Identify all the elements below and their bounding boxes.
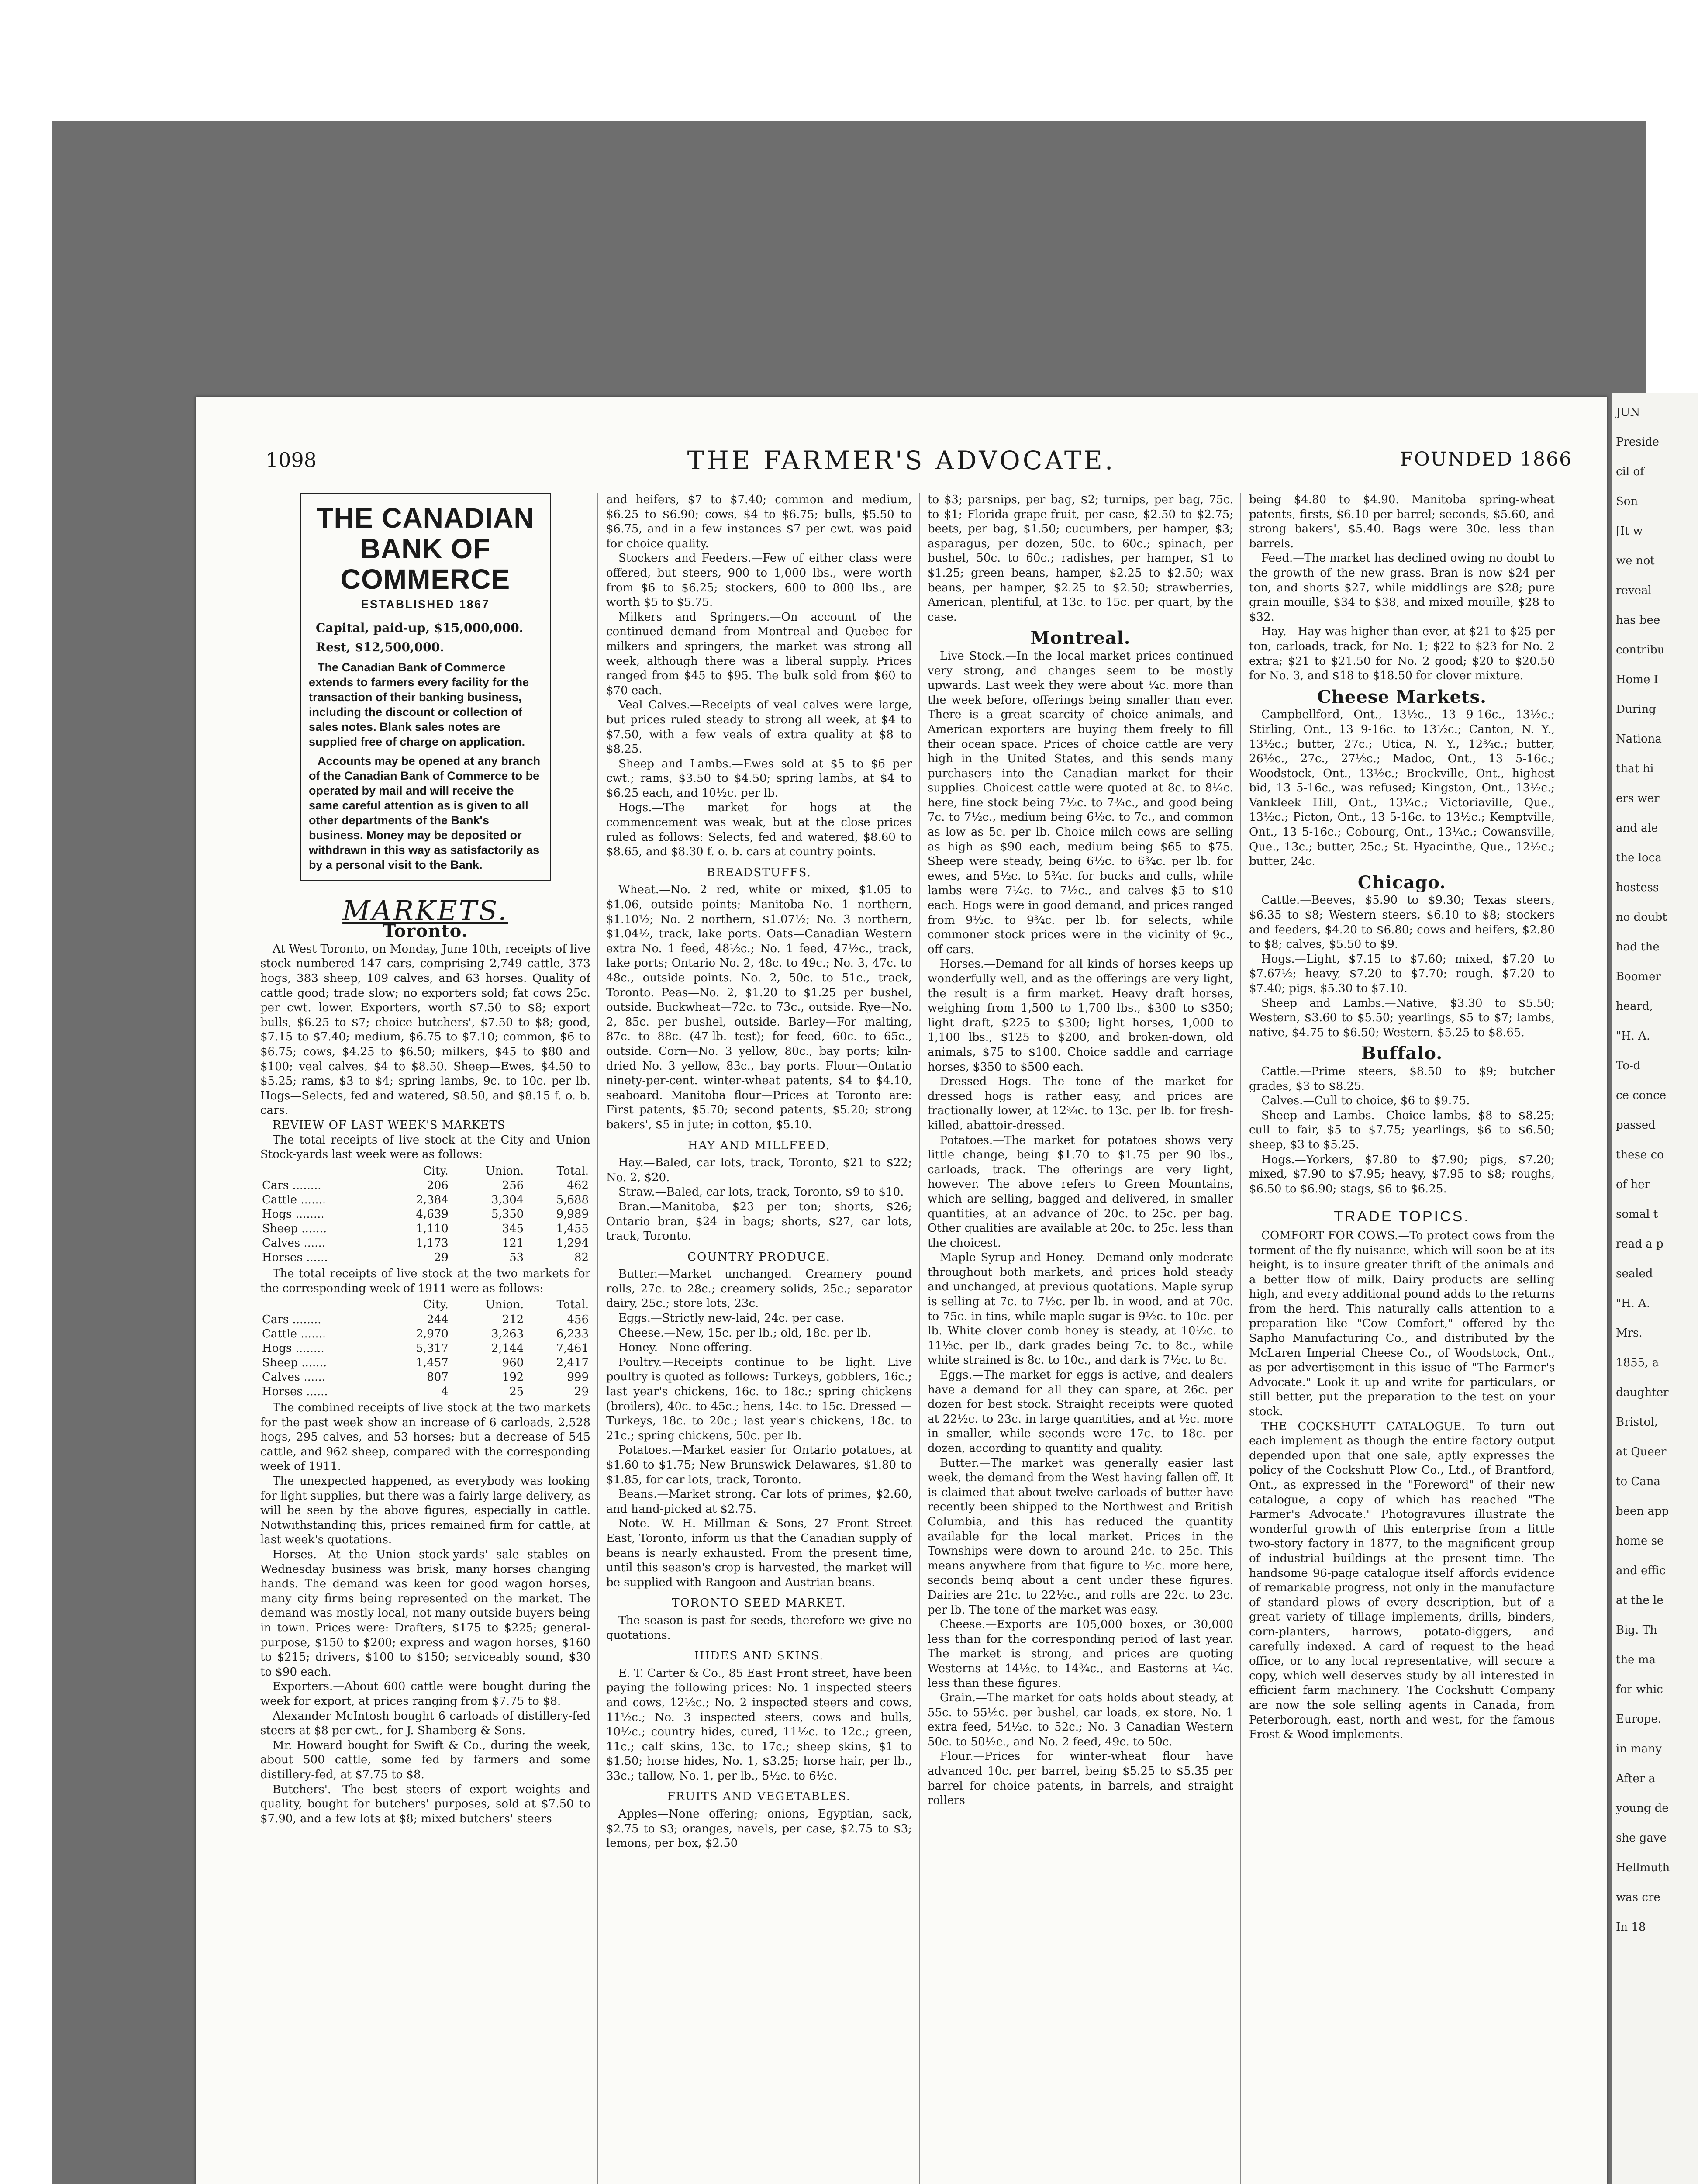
- table-cell: 345: [502, 1222, 524, 1236]
- table-cell: 9,989: [556, 1208, 589, 1221]
- table-header-cell: [260, 1298, 385, 1313]
- adjacent-page-line: at the le: [1616, 1594, 1663, 1607]
- table-row: [260, 1222, 590, 1236]
- article-paragraph: Hogs.—Light, $7.15 to $7.60; mixed, $7.20 to $7.67½; heavy, $7.20 to $7.70; rough, $7.20 to $7.40; pigs, $5.30 to $7.10.: [1249, 952, 1555, 995]
- adjacent-page-line: To-d: [1616, 1059, 1641, 1072]
- article-paragraph: Wheat.—No. 2 red, white or mixed, $1.05 to $1.06, outside points; Manitoba No. 1 northern, $1.10½; No. 2 northern, $1.07½; No. 3 northern, $1.04½, track, lake ports. Oats—Canadian Western extra No. 1 feed, 48½c.; No. 1 feed, 47½c., track, lake ports; Ontario No. 2, 48c. to 49c.; No. 3, 47c. to 48c., outside points. No. 2, 50c. to 51c., track, Toronto. Peas—No. 2, $1.20 to $1.25 per bushel, outside. Buckwheat—72c. to 73c., outside. Rye—No. 2, 85c. per bushel, outside. Barley—For malting, 87c. to 88c. (47-lb. test); for feed, 60c. to 65c., outside. Corn—No. 3 yellow, 80c., bay ports; kiln-dried No. 3 yellow, 83c., bay ports. Flour—Ontario ninety-per-cent. winter-wheat patents, $4 to $4.10, seaboard. Manitoba flour—Prices at Toronto are: First patents, $5.70; second patents, $5.20; strong bakers', $5 in jute; in cotton, $5.10.: [606, 883, 912, 1131]
- table-cell: Hogs ........: [262, 1208, 324, 1221]
- article-paragraph: Sheep and Lambs.—Native, $3.30 to $5.50; Western, $3.60 to $5.50; yearlings, $5 to $7; lambs, native, $4.75 to $6.50; Western, $5.25 to $8.65.: [1249, 996, 1555, 1039]
- adjacent-page-line: After a: [1616, 1772, 1655, 1785]
- adjacent-page-line: and effic: [1616, 1564, 1666, 1577]
- adjacent-page-line: she gave: [1616, 1832, 1667, 1845]
- adjacent-page-line: "H. A.: [1616, 1030, 1650, 1043]
- adjacent-page-line: read a p: [1616, 1237, 1663, 1251]
- adjacent-page-line: heard,: [1616, 1000, 1653, 1013]
- subheading-hides: HIDES AND SKINS.: [694, 1649, 824, 1663]
- table-row: [260, 1193, 590, 1207]
- bank-paragraph: Accounts may be opened at any branch of the Canadian Bank of Commerce to be operated by mail and will receive the same careful attention as is given to all other departments of the Bank's business. Money may be deposited or withdrawn in this way as satisfactorily as by a personal visit to the Bank.: [309, 754, 541, 871]
- article-paragraph: Cattle.—Beeves, $5.90 to $9.30; Texas steers, $6.35 to $8; Western steers, $6.10 to $8; stockers and feeders, $4.20 to $6.80; cows and heifers, $2.80 to $8; calves, $5.50 to $9.: [1249, 894, 1555, 951]
- article-paragraph: Exporters.—About 600 cattle were bought during the week for export, at prices ranging from $7.75 to $8.: [260, 1680, 590, 1708]
- article-paragraph: The total receipts of live stock at the two markets for the corresponding week of 1911 were as follows:: [260, 1267, 590, 1295]
- article-paragraph: Dressed Hogs.—The tone of the market for dressed hogs is rather easy, and prices are fractionally lower, at 12¾c. to 13c. per lb. for fresh-killed, abattoir-dressed.: [928, 1075, 1233, 1132]
- table-row: [260, 1251, 590, 1265]
- table-cell: 2,417: [556, 1356, 589, 1370]
- table-cell: 960: [502, 1356, 524, 1370]
- article-paragraph: Note.—W. H. Millman & Sons, 27 Front Street East, Toronto, inform us that the Canadian supply of beans is nearly exhausted. From the present time, until this season's crop is harvested, the market will be supplied with Rangoon and Austrian beans.: [606, 1517, 912, 1589]
- table-cell: Hogs ........: [262, 1342, 324, 1355]
- article-paragraph: Potatoes.—Market easier for Ontario potatoes, at $1.60 to $1.75; New Brunswick Delawares, $1.80 to $1.85, for car lots, track, Toronto.: [606, 1444, 912, 1486]
- receipts-table-1911: [260, 1298, 590, 1399]
- article-paragraph: Butchers'.—The best steers of export weights and quality, bought for butchers' purposes, sold at $7.50 to $7.90, and a few lots at $8; mixed butchers' steers: [260, 1783, 590, 1825]
- article-paragraph: Flour.—Prices for winter-wheat flour have advanced 10c. per barrel, being $5.25 to $5.35 per barrel for choice patents, in barrels, and straight rollers: [928, 1750, 1233, 1807]
- article-paragraph: Butter.—Market unchanged. Creamery pound rolls, 27c. to 28c.; creamery solids, 25c.; separator dairy, 25c.; store lots, 23c.: [606, 1268, 912, 1310]
- adjacent-page-line: home se: [1616, 1534, 1664, 1548]
- adjacent-page-line: of her: [1616, 1178, 1650, 1191]
- article-paragraph: Milkers and Springers.—On account of the continued demand from Montreal and Quebec for milkers and springers, the market was strong all week, although there was a liberal supply. Prices ranged from $45 to $95. The bulk sold from $60 to $70 each.: [606, 610, 912, 697]
- adjacent-page-line: reveal: [1616, 584, 1652, 597]
- article-paragraph: Poultry.—Receipts continue to be light. Live poultry is quoted as follows: Turkeys, gobblers, 16c.; last year's chickens, 16c. to 18c.; spring chickens (broilers), 40c. to 45c.; hens, 14c. to 15c. Dressed —Turkeys, 18c. to 20c.; last year's chickens, 18c. to 21c.; spring chickens, 50c. per lb.: [606, 1355, 912, 1442]
- table-cell: 1,110: [416, 1222, 449, 1236]
- table-header-cell: City.: [423, 1298, 449, 1312]
- table-cell: 7,461: [556, 1342, 589, 1355]
- adjacent-page-line: Bristol,: [1616, 1416, 1658, 1429]
- table-cell: 206: [427, 1179, 449, 1192]
- table-header-cell: City.: [423, 1164, 449, 1178]
- table-header-cell: Total.: [556, 1164, 589, 1178]
- adjacent-page-line: to Cana: [1616, 1475, 1661, 1488]
- adjacent-page-line: sealed: [1616, 1267, 1653, 1280]
- article-paragraph: Beans.—Market strong. Car lots of primes, $2.60, and hand-picked at $2.75.: [606, 1488, 912, 1516]
- column-2: [606, 493, 912, 2184]
- article-paragraph: Live Stock.—In the local market prices continued very strong, and changes seem to be mostly upwards. Last week they were about ¼c. more than the week before, offerings being smaller than ever. There is a great scarcity of choice animals, and American exporters are buying them freely to fill their ocean space. Prices of choice cattle are very high in the United States, and this sends many purchasers into the Canadian market for their supplies. Choicest cattle were quoted at 8c. to 8¼c. here, fine stock being 7½c. to 7¾c., and good being 7c. to 7½c., medium being 6½c. to 7c., and common as low as 5c. per lb. Choice milch cows are selling as high as $90 each, medium being $65 to $75. Sheep were steady, being 6½c. to 6¾c. per lb. for ewes, and 5½c. to 5¾c. for bucks and culls, while lambs were 7¼c. to 7½c., and calves $5 to $10 each. Hogs were in good demand, and prices ranged from 9½c. to 9¾c. per lb. for selects, while commoner stock prices were in the vicinity of 9c., off cars.: [928, 649, 1233, 956]
- column-rule: [919, 493, 920, 2184]
- bank-name: THE CANADIAN BANK OF COMMERCE: [316, 502, 535, 595]
- article-paragraph: Eggs.—The market for eggs is active, and dealers have a demand for all they can spare, at 26c. per dozen for best stock. Straight receipts were quoted at 22½c. to 23c. in large quantities, and at ½c. more in smaller, while seconds were 17c. to 18c. per dozen, according to quantity and quality.: [928, 1368, 1233, 1455]
- article-paragraph: Eggs.—Strictly new-laid, 24c. per case.: [618, 1312, 845, 1325]
- article-paragraph: Apples—None offering; onions, Egyptian, sack, $2.75 to $3; oranges, navels, per case, $2.75 to $3; lemons, per box, $2.50: [606, 1807, 912, 1850]
- adjacent-page-line: Boomer: [1616, 970, 1661, 983]
- article-paragraph: Campbellford, Ont., 13½c., 13 9-16c., 13½c.; Stirling, Ont., 13 9-16c. to 13½c.; Canton, N. Y., 13½c.; butter, 27c.; Utica, N. Y., 12¾c.; butter, 26½c., 27c., 27½c.; Madoc, Ont., 13 5-16c.; Woodstock, Ont., 13½c.; Brockville, Ont., highest bid, 13 5-16c., was refused; Kingston, Ont., 13½c.; Vankleek Hill, Ont., 13¼c.; Victoriaville, Que., 13½c.; Picton, Ont., 13 5-16c. to 13½c.; Kemptville, Ont., 13 5-16c.; Cobourg, Ont., 13¼c.; Cowansville, Que., 13c.; butter, 25c.; St. Hyacinthe, Que., 12½c.; butter, 24c.: [1249, 708, 1555, 868]
- table-row: [260, 1207, 590, 1222]
- table-cell: 807: [427, 1371, 449, 1384]
- article-paragraph: Horses.—At the Union stock-yards' sale stables on Wednesday business was brisk, many horses changing hands. The demand was keen for good wagon horses, many city firms being represented on the market. The demand was mostly local, not many outside buyers being in town. Prices were: Drafters, $175 to $225; general-purpose, $150 to $200; express and wagon horses, $160 to $215; drivers, $100 to $150; serviceably sound, $30 to $90 each.: [260, 1548, 590, 1679]
- article-paragraph: Bran.—Manitoba, $23 per ton; shorts, $26; Ontario bran, $24 in bags; shorts, $27, car lots, track, Toronto.: [606, 1200, 912, 1243]
- masthead-title: THE FARMER'S ADVOCATE.: [687, 446, 1116, 475]
- founded-note: FOUNDED 1866: [1400, 448, 1572, 470]
- table-cell: 29: [434, 1251, 449, 1265]
- adjacent-page-line: Europe.: [1616, 1713, 1662, 1726]
- adjacent-page-line: In 18: [1616, 1921, 1646, 1934]
- adjacent-page-line: [It w: [1616, 525, 1643, 538]
- table-row: [260, 1370, 590, 1385]
- adjacent-page-line: ers wer: [1616, 792, 1660, 805]
- article-paragraph: Feed.—The market has declined owing no doubt to the growth of the new grass. Bran is now $24 per ton, and shorts $27, while middlings are $28; pure grain mouille, $34 to $38, and mixed mouille, $28 to $32.: [1249, 552, 1555, 624]
- adjacent-page-line: hostess: [1616, 881, 1659, 894]
- adjacent-page-line: and ale: [1616, 822, 1658, 835]
- adjacent-page-line: 1855, a: [1616, 1356, 1659, 1369]
- adjacent-page-line: these co: [1616, 1148, 1664, 1161]
- table-cell: 5,350: [491, 1208, 524, 1221]
- section-heading-cheese-markets: Cheese Markets.: [1317, 686, 1487, 707]
- table-cell: 4: [441, 1385, 449, 1399]
- table-cell: 462: [567, 1179, 589, 1192]
- adjacent-page-line: somal t: [1616, 1208, 1658, 1221]
- adjacent-page-line: Home I: [1616, 673, 1658, 686]
- adjacent-page-line: no doubt: [1616, 911, 1667, 924]
- table-cell: Calves ......: [262, 1237, 325, 1250]
- article-paragraph: The season is past for seeds, therefore we give no quotations.: [606, 1614, 912, 1642]
- article-paragraph: COMFORT FOR COWS.—To protect cows from the torment of the fly nuisance, which will soon be at its height, is to insure greater thrift of the animals and a better flow of milk. Dairy products are selling high, and every additional pound adds to the returns from the herd. This naturally calls attention to a preparation like "Cow Comfort," offered by the Sapho Manufacturing Co., and distributed by the McLaren Imperial Cheese Co., of Woodstock, Ont., as per advertisement in this issue of "The Farmer's Advocate." Look it up and write for particulars, or still better, put the preparation to the test on your stock.: [1249, 1229, 1555, 1419]
- adjacent-page-line: Nationa: [1616, 733, 1662, 746]
- table-cell: 29: [574, 1385, 589, 1399]
- table-cell: 1,173: [416, 1237, 449, 1250]
- table-cell: 2,384: [416, 1193, 449, 1207]
- adjacent-page-line: Son: [1616, 495, 1638, 508]
- table-cell: 5,317: [416, 1342, 449, 1355]
- adjacent-page-line: Preside: [1616, 435, 1659, 449]
- adjacent-page-line: daughter: [1616, 1386, 1669, 1399]
- article-paragraph: Butter.—The market was generally easier last week, the demand from the West having fallen off. It is claimed that about twelve carloads of butter have recently been shipped to the Northwest and British Columbia, and this has reduced the quantity available for the local market. Prices in the Townships were down to around 24c. to 25c. This means anywhere from that figure to ½c. more here, seconds being about a cent under these figures. Dairies are 21c. to 22½c., and rolls are 22c. to 23c. per lb. The tone of the market was easy.: [928, 1456, 1233, 1617]
- article-paragraph: Cheese.—New, 15c. per lb.; old, 18c. per lb.: [618, 1326, 871, 1340]
- adjacent-page-line: During: [1616, 703, 1656, 716]
- table-cell: 1,294: [556, 1237, 589, 1250]
- table-cell: 121: [502, 1237, 524, 1250]
- subheading-country-produce: COUNTRY PRODUCE.: [687, 1250, 831, 1264]
- bank-capital: Capital, paid-up, $15,000,000.: [316, 620, 524, 635]
- column-rule: [1240, 493, 1241, 2184]
- table-cell: 244: [427, 1313, 449, 1327]
- article-paragraph: Cattle.—Prime steers, $8.50 to $9; butcher grades, $3 to $8.25.: [1249, 1064, 1555, 1093]
- article-paragraph: and heifers, $7 to $7.40; common and medium, $6.25 to $6.90; cows, $4 to $6.75; bulls, $5.50 to $6.75, and in a few instances $7 per cwt. was paid for choice quality.: [606, 493, 912, 550]
- table-cell: Sheep .......: [262, 1222, 327, 1236]
- column-3: [928, 493, 1233, 2184]
- table-header-cell: Total.: [556, 1298, 589, 1312]
- article-paragraph: Mr. Howard bought for Swift & Co., during the week, about 500 cattle, some fed by farmers and some distillery-fed, at $7.75 to $8.: [260, 1738, 590, 1781]
- adjacent-page-line: that hi: [1616, 762, 1654, 775]
- table-cell: 3,304: [491, 1193, 524, 1207]
- table-cell: 5,688: [556, 1193, 589, 1207]
- column-4: [1249, 493, 1555, 2184]
- article-paragraph: Grain.—The market for oats holds about steady, at 55c. to 55½c. per bushel, car loads, ex store, No. 1 extra feed, 54½c. to 52c.; No. 3 Canadian Western 50c. to 50½c., and No. 2 feed, 49c. to 50c.: [928, 1691, 1233, 1749]
- adjacent-page-line: been app: [1616, 1505, 1669, 1518]
- table-cell: 2,144: [491, 1342, 524, 1355]
- article-paragraph: Sheep and Lambs.—Choice lambs, $8 to $8.25; cull to fair, $5 to $7.75; yearlings, $6 to $6.50; sheep, $3 to $5.25.: [1249, 1109, 1555, 1151]
- table-row: [260, 1341, 590, 1356]
- adjacent-page-line: for whic: [1616, 1683, 1663, 1696]
- table-row: [260, 1356, 590, 1370]
- adjacent-page-line: young de: [1616, 1802, 1669, 1815]
- table-row: [260, 1236, 590, 1251]
- adjacent-page-line: cil of: [1616, 465, 1644, 478]
- table-row: [260, 1178, 590, 1193]
- table-cell: 1,457: [416, 1356, 449, 1370]
- table-header-cell: Union.: [485, 1298, 524, 1312]
- article-paragraph: Hay.—Baled, car lots, track, Toronto, $21 to $22; No. 2, $20.: [606, 1156, 912, 1184]
- section-heading-chicago: Chicago.: [1357, 872, 1446, 893]
- page-header: [196, 448, 1607, 474]
- article-paragraph: being $4.80 to $4.90. Manitoba spring-wheat patents, firsts, $6.10 per barrel; seconds, $5.60, and strong bakers', $5.40. Bags were 30c. less than barrels.: [1249, 493, 1555, 550]
- bank-advertisement: [300, 493, 551, 881]
- table-cell: 1,455: [556, 1222, 589, 1236]
- adjacent-page-line: was cre: [1616, 1891, 1660, 1904]
- trade-topics-heading: TRADE TOPICS.: [1334, 1208, 1470, 1225]
- section-heading-toronto: Toronto.: [383, 921, 468, 942]
- adjacent-page-text: [1612, 393, 1698, 1946]
- article-paragraph: E. T. Carter & Co., 85 East Front street, have been paying the following prices: No. 1 inspected steers and cows, 12½c.; No. 2 inspected steers and cows, 11½c.; No. 3 inspected steers, cows and bulls, 10½c.; country hides, cured, 11½c. to 12c.; green, 11c.; calf skins, 13c. to 17c.; sheep skins, $1 to $1.50; horse hides, No. 1, $3.25; horse hair, per lb., 33c.; tallow, No. 1, per lb., 5½c. to 6½c.: [606, 1666, 912, 1783]
- table-cell: 4,639: [416, 1208, 449, 1221]
- bank-paragraph: The Canadian Bank of Commerce extends to farmers every facility for the transaction of their banking business, including the discount or collection of sales notes. Blank sales notes are supplied free of charge on application.: [309, 660, 529, 748]
- article-paragraph: Cheese.—Exports are 105,000 boxes, or 30,000 less than for the corresponding period of last year. The market is strong, and prices are quoting Westerns at 14½c. to 14¾c., and Easterns at ¼c. less than these figures.: [928, 1618, 1233, 1690]
- article-paragraph: Calves.—Cull to choice, $6 to $9.75.: [1261, 1094, 1470, 1108]
- receipts-table-current: [260, 1164, 590, 1265]
- table-cell: Cars ........: [262, 1313, 321, 1327]
- article-paragraph: Maple Syrup and Honey.—Demand only moderate throughout both markets, and prices hold steady and unchanged, at previous quotations. Maple syrup is selling at 7c. to 7½c. per lb. in wood, and at 70c. to 75c. in tins, while maple sugar is 9½c. to 10c. per lb. White clover comb honey is steady, at 10½c. to 11½c. per lb., dark grades being 7c. to 8c., while white strained is 8c. to 10c., and dark is 7½c. to 8c.: [928, 1251, 1233, 1367]
- table-row: [260, 1327, 590, 1341]
- adjacent-page-line: had the: [1616, 940, 1660, 954]
- table-row: [260, 1385, 590, 1399]
- bank-rest: Rest, $12,500,000.: [316, 639, 444, 654]
- table-cell: 192: [502, 1371, 524, 1384]
- adjacent-page-line: passed: [1616, 1119, 1656, 1132]
- column-1: [260, 493, 590, 2184]
- page-number: 1098: [266, 448, 317, 472]
- article-paragraph: The unexpected happened, as everybody was looking for light supplies, but there was a fairly large delivery, as will be seen by the above figures, especially in cattle. Notwithstanding this, prices remained firm for cattle, at last week's quotations.: [260, 1475, 590, 1547]
- adjacent-page-line: the ma: [1616, 1653, 1656, 1666]
- table-cell: 82: [574, 1251, 589, 1265]
- adjacent-page-line: "H. A.: [1616, 1297, 1650, 1310]
- table-cell: Sheep .......: [262, 1356, 327, 1370]
- adjacent-page-line: Hellmuth: [1616, 1861, 1670, 1874]
- table-cell: 212: [502, 1313, 524, 1327]
- article-paragraph: Horses.—Demand for all kinds of horses keeps up wonderfully well, and as the offerings are very light, the result is a firm market. Heavy draft horses, weighing from 1,500 to 1,700 lbs., $300 to $350; light draft, $225 to $300; light horses, 1,000 to 1,100 lbs., $125 to $200, and broken-down, old animals, $75 to $100. Choice saddle and carriage horses, $350 to $500 each.: [928, 957, 1233, 1074]
- table-cell: Cattle .......: [262, 1193, 326, 1207]
- table-cell: 456: [567, 1313, 589, 1327]
- article-paragraph: Hay.—Hay was higher than ever, at $21 to $25 per ton, carloads, track, for No. 1; $22 to $23 for No. 2 extra; $21 to $21.50 for No. 2 good; $20 to $20.50 for No. 3, and $18 to $18.50 for clover mixture.: [1249, 625, 1555, 683]
- article-paragraph: The combined receipts of live stock at the two markets for the past week show an increase of 6 carloads, 2,528 hogs, 295 calves, and 53 horses; but a decrease of 545 cattle, and 962 sheep, compared with the corresponding week of 1911.: [260, 1401, 590, 1473]
- section-heading-buffalo: Buffalo.: [1361, 1043, 1443, 1064]
- adjacent-page-line: Big. Th: [1616, 1624, 1657, 1637]
- article-paragraph: The total receipts of live stock at the City and Union Stock-yards last week were as follows:: [260, 1133, 590, 1161]
- subheading-breadstuffs: BREADSTUFFS.: [707, 866, 811, 879]
- adjacent-page-line: we not: [1616, 554, 1655, 567]
- table-cell: Cattle .......: [262, 1327, 326, 1341]
- adjacent-page-line: in many: [1616, 1742, 1662, 1755]
- table-cell: Calves ......: [262, 1371, 325, 1384]
- article-paragraph: to $3; parsnips, per bag, $2; turnips, per bag, 75c. to $1; Florida grape-fruit, per case, $2.50 to $2.75; beets, per bag, $1.50; cucumbers, per hamper, $3; asparagus, per dozen, 50c. to 60c.; spinach, per bushel, 50c. to 60c.; radishes, per hamper, $1 to $1.25; green beans, hamper, $2.25 to $2.50; wax beans, per hamper, $2.25 to $2.50; strawberries, American, plentiful, at 13c. to 15c. per quart, by the case.: [928, 493, 1233, 624]
- article-paragraph: Sheep and Lambs.—Ewes sold at $5 to $6 per cwt.; rams, $3.50 to $4.50; spring lambs, at $4 to $6.25 each, and 10½c. per lb.: [606, 757, 912, 800]
- markets-heading: MARKETS.: [342, 894, 508, 926]
- article-paragraph: Alexander McIntosh bought 6 carloads of distillery-fed steers at $8 per cwt., for J. Shamberg & Sons.: [260, 1709, 590, 1738]
- article-paragraph: Honey.—None offering.: [618, 1341, 752, 1355]
- subheading-review: REVIEW OF LAST WEEK'S MARKETS: [273, 1118, 506, 1132]
- article-paragraph: Straw.—Baled, car lots, track, Toronto, $9 to $10.: [618, 1185, 904, 1199]
- adjacent-page-line: the loca: [1616, 851, 1662, 864]
- adjacent-page-line: ce conce: [1616, 1089, 1667, 1102]
- adjacent-page-line: contribu: [1616, 643, 1665, 657]
- newspaper-page: [196, 397, 1607, 2184]
- article-paragraph: Hogs.—The market for hogs at the commencement was weak, but at the close prices ruled as follows: Selects, fed and watered, $8.60 to $8.65, and $8.30 f. o. b. cars at country points.: [606, 801, 912, 859]
- table-header-cell: Union.: [485, 1164, 524, 1178]
- subheading-fruits: FRUITS AND VEGETABLES.: [667, 1790, 851, 1804]
- article-paragraph: Stockers and Feeders.—Few of either class were offered, but steers, 900 to 1,000 lbs., were worth from $6 to $6.25; stockers, 600 to 800 lbs., are worth $5 to $5.75.: [606, 552, 912, 609]
- table-cell: 6,233: [556, 1327, 589, 1341]
- article-paragraph: At West Toronto, on Monday, June 10th, receipts of live stock numbered 147 cars, comprising 2,749 cattle, 373 hogs, 383 sheep, 109 calves, and 63 horses. Quality of cattle good; trade slow; no exporters sold; fat cows 25c. per cwt. lower. Exporters, worth $7.50 to $8; export bulls, $6.25 to $7; choice butchers', $7.50 to $8; good, $7.15 to $7.40; medium, $6.75 to $7.10; common, $6 to $6.75; cows, $4.25 to $6.50; milkers, $45 to $80 and $100; veal calves, $4 to $8.50. Sheep—Ewes, $4.50 to $5.25; rams, $3 to $4; spring lambs, 9c. to 10c. per lb. Hogs—Selects, fed and watered, $8.50, and $8.15 f. o. b. cars.: [260, 942, 590, 1117]
- table-row: [260, 1313, 590, 1327]
- adjacent-page-line: at Queer: [1616, 1445, 1667, 1458]
- table-cell: Horses ......: [262, 1251, 328, 1265]
- table-cell: 25: [509, 1385, 524, 1399]
- adjacent-page-line: has bee: [1616, 614, 1660, 627]
- table-cell: 256: [502, 1179, 524, 1192]
- article-paragraph: Potatoes.—The market for potatoes shows very little change, being $1.70 to $1.75 per 90 lbs., carloads, track. The offerings are very light, however. The above refers to Green Mountains, which are selling, bagged and delivered, in smaller quantities, at an advance of 20c. to 25c. per bag. Other qualities are available at 20c. to 25c. less than the choicest.: [928, 1133, 1233, 1250]
- adjacent-page-fragment: [1612, 393, 1698, 2184]
- table-cell: 53: [509, 1251, 524, 1265]
- article-paragraph: Hogs.—Yorkers, $7.80 to $7.90; pigs, $7.20; mixed, $7.90 to $7.95; heavy, $7.95 to $8; roughs, $6.50 to $6.90; stags, $6 to $6.25.: [1249, 1153, 1555, 1196]
- adjacent-page-line: JUN: [1616, 406, 1640, 419]
- table-cell: Horses ......: [262, 1385, 328, 1399]
- article-paragraph: Veal Calves.—Receipts of veal calves were large, but prices ruled steady to strong all week, at $4 to $7.50, with a few veals of extra quality at $8 to $8.25.: [606, 698, 912, 756]
- table-cell: 999: [567, 1371, 589, 1384]
- subheading-hay: HAY AND MILLFEED.: [687, 1139, 831, 1152]
- column-rule: [597, 493, 598, 2184]
- table-cell: 2,970: [416, 1327, 449, 1341]
- table-header-cell: [260, 1164, 385, 1179]
- table-cell: Cars ........: [262, 1179, 321, 1192]
- bank-established: ESTABLISHED 1867: [361, 598, 490, 611]
- adjacent-page-line: Mrs.: [1616, 1327, 1643, 1340]
- subheading-seed-market: TORONTO SEED MARKET.: [672, 1597, 846, 1610]
- table-cell: 3,263: [491, 1327, 524, 1341]
- article-paragraph: THE COCKSHUTT CATALOGUE.—To turn out each implement as though the entire factory output depended upon that one sale, aptly expresses the policy of the Cockshutt Plow Co., Ltd., of Brantford, Ont., as expressed in the "Foreword" of their new catalogue, a copy of which has reached "The Farmer's Advocate." Photogravures illustrate the wonderful growth of this enterprise from a little two-story factory in 1877, to the magnificent group of industrial buildings at the present time. The handsome 96-page catalogue itself affords evidence of remarkable progress, not only in the manufacture of standard plows of every description, but of a great variety of tillage implements, drills, binders, corn-planters, harrows, potato-diggers, and carefully indexed. A card of request to the head office, or to any local representative, will secure a copy, which well deserves study by all interested in efficient farm machinery. The Cockshutt Company are now the sole selling agents in Canada, from Peterborough, east, north and west, for the famous Frost & Wood implements.: [1249, 1420, 1555, 1742]
- section-heading-montreal: Montreal.: [1030, 628, 1131, 649]
